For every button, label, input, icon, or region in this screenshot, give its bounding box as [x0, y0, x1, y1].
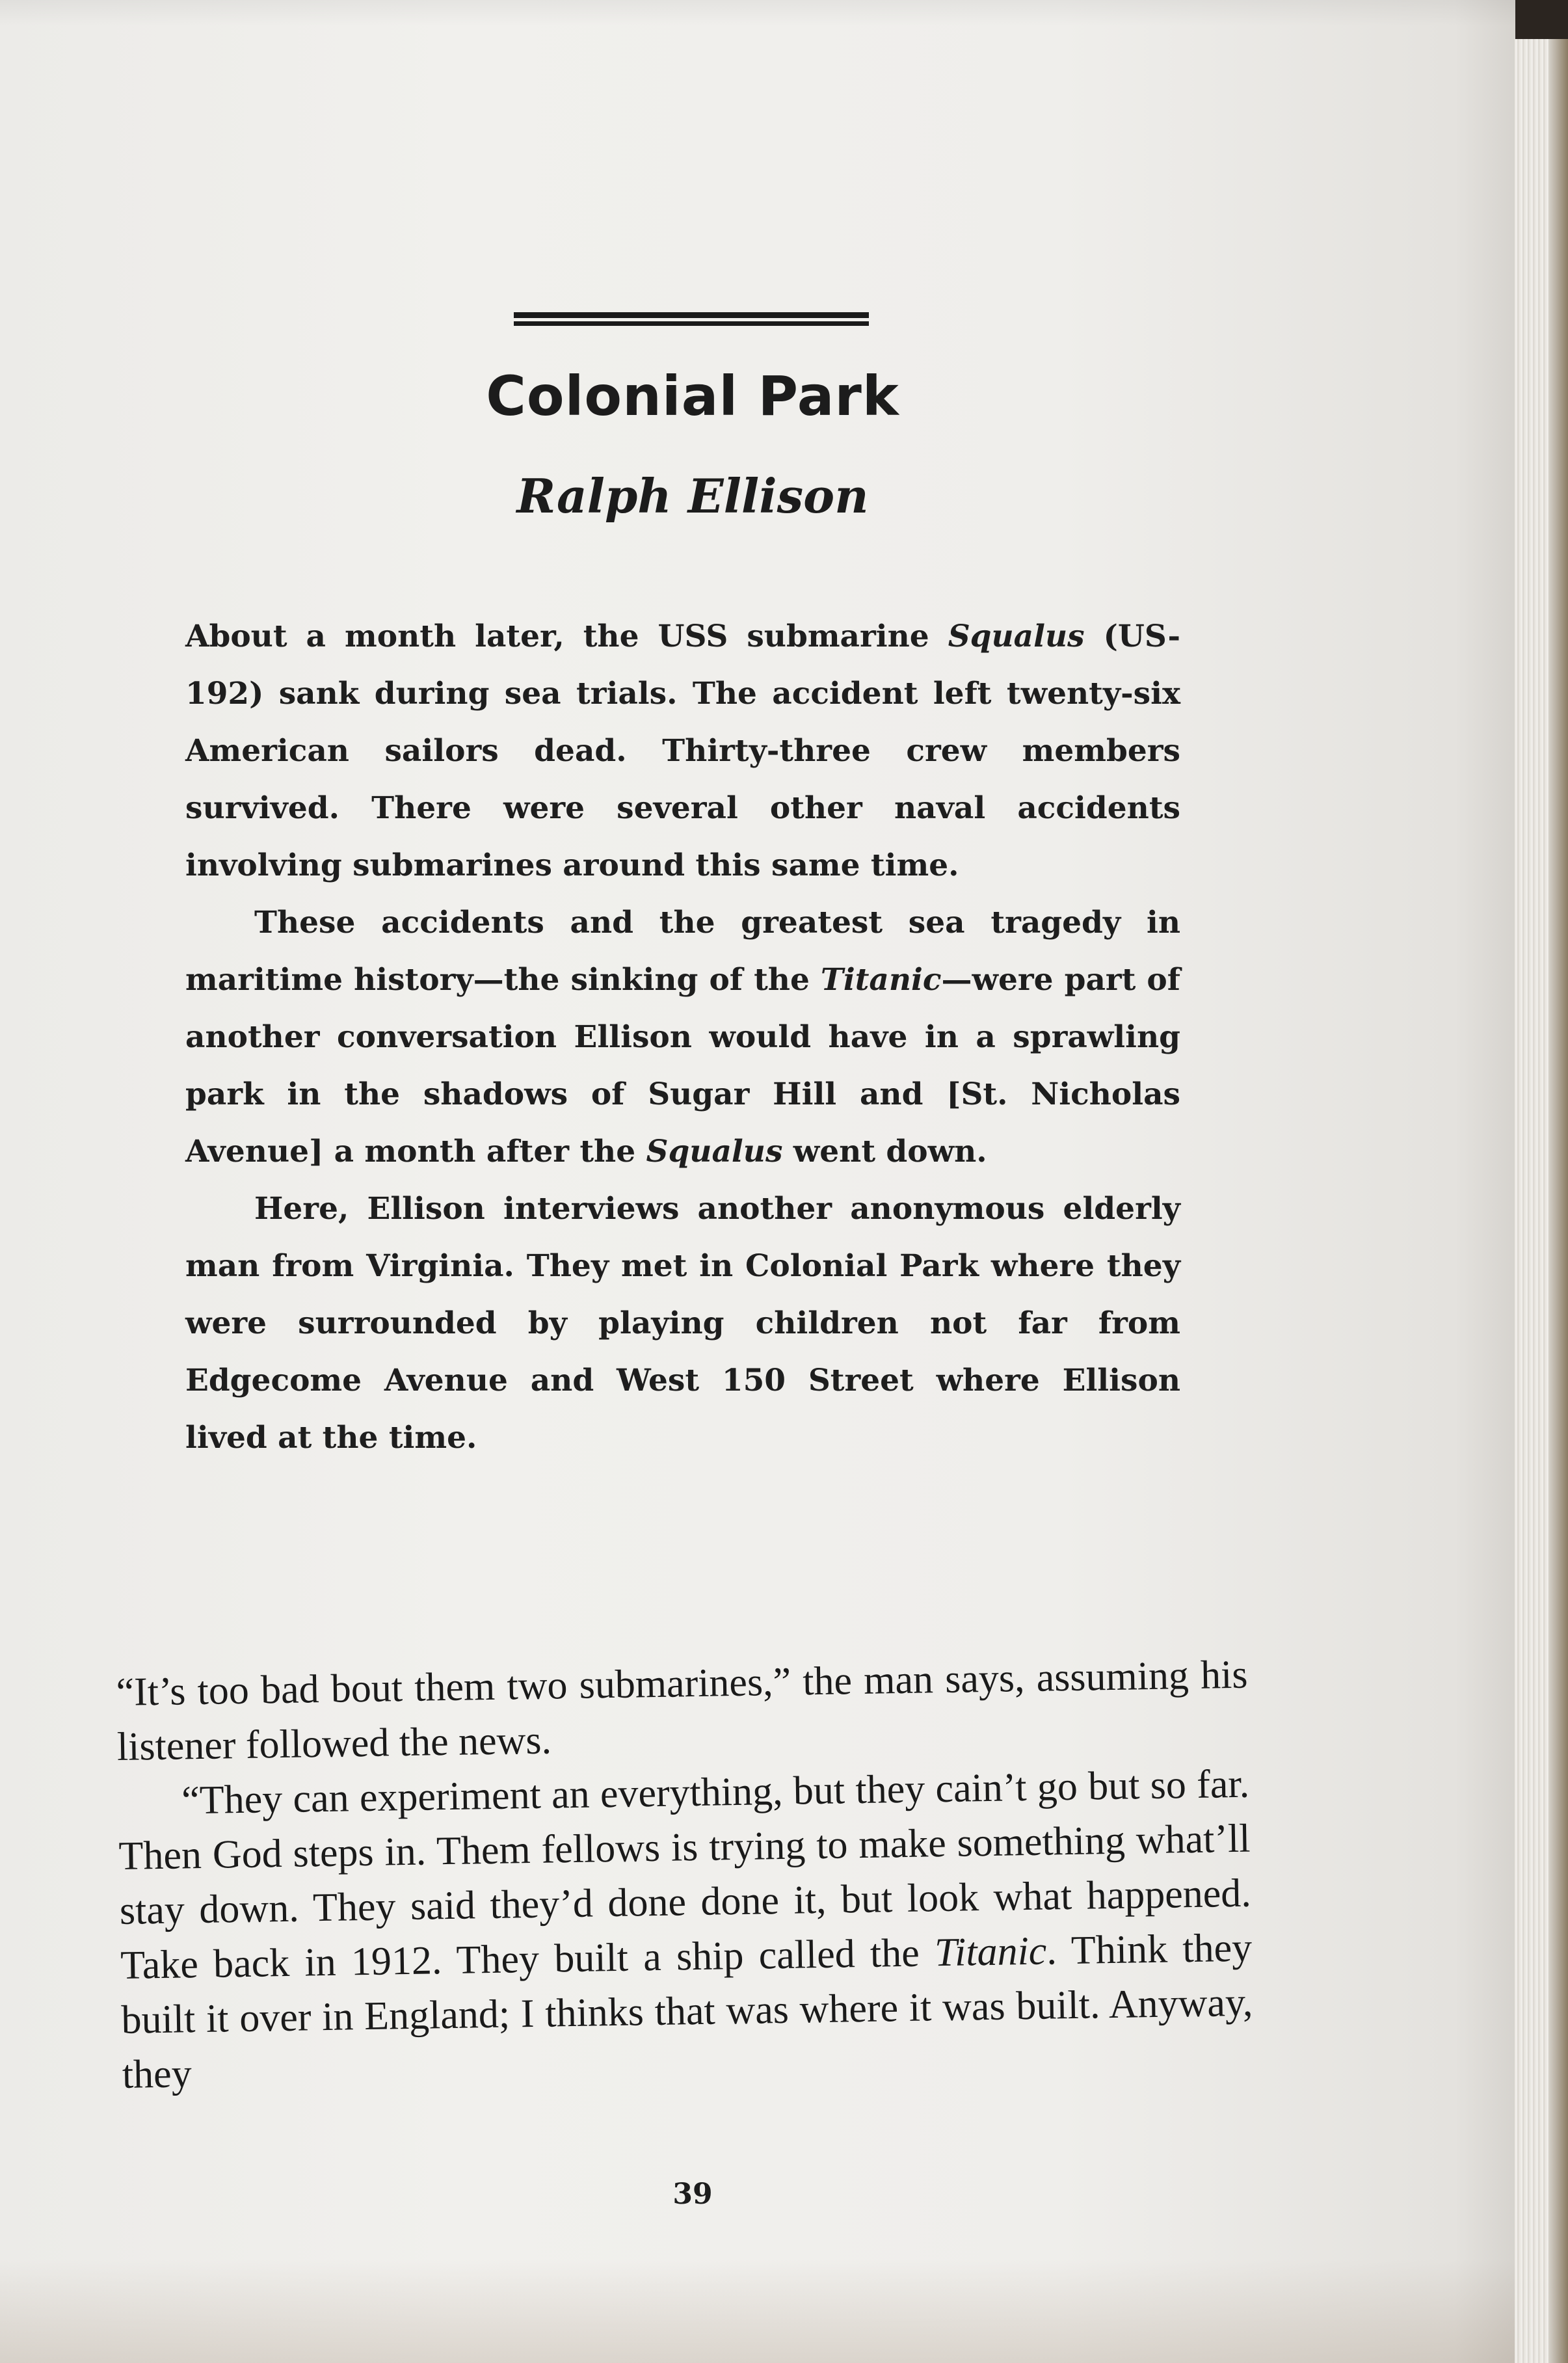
- title-double-rule: [514, 312, 869, 328]
- intro-p2-italic: Titanic: [820, 962, 942, 998]
- page-bottom-shadow: [0, 2259, 1515, 2363]
- body-p2-text-b: . Think they built it over in England; I thinks that was where it was built. Anyway, they: [121, 1925, 1253, 2097]
- intro-paragraph-2: [185, 894, 1180, 1181]
- page-number: 39: [672, 2178, 713, 2211]
- intro-p1-italic: Squalus: [948, 619, 1085, 654]
- intro-p2-text-a: These accidents and the greatest sea tragedy in maritime history—the sinking of the: [185, 905, 1180, 998]
- intro-p2-text-b: —were part of another conversation Ellison would have in a sprawling park in the shadows of Sugar Hill and [St. Nicholas Avenue] a month after the: [185, 962, 1180, 1169]
- rule-line-bottom: [514, 321, 869, 326]
- body-paragraph-1: “It’s too bad bout them two submarines,” the man says, assuming his listener followed the news.: [116, 1652, 1248, 1769]
- rule-line-top: [514, 312, 869, 318]
- chapter-title: Colonial Park: [486, 364, 899, 428]
- intro-paragraph-1: [185, 608, 1180, 894]
- body-passage: [116, 1648, 1254, 2102]
- body-paragraph-2: [118, 1757, 1255, 2102]
- book-page-edges: [1515, 39, 1568, 2363]
- intro-passage: [185, 608, 1180, 1467]
- intro-p2-text-c: went down.: [782, 1134, 987, 1169]
- intro-p1-text-b: (US-192) sank during sea trials. The accident left twenty-six American sailors dead. Thirty-three crew members survived. There were several other naval accidents involving submarines around this same time.: [185, 619, 1180, 883]
- intro-paragraph-3: Here, Ellison interviews another anonymous elderly man from Virginia. They met in Colonial Park where they were surrounded by playing children not far from Edgecome Avenue and West 150 Street where Ellison lived at the time.: [185, 1191, 1180, 1456]
- body-p2-text-a: “They can experiment an everything, but they cain’t go but so far. Then God steps in. Them fellows is trying to make something what’ll stay down. They said they’d done done it, but look what happened. Take back in 1912. They built a ship called the: [118, 1761, 1252, 1988]
- chapter-author: Ralph Ellison: [516, 468, 869, 524]
- intro-p2-italic-2: Squalus: [646, 1134, 783, 1169]
- intro-p1-text-a: About a month later, the USS submarine: [185, 619, 948, 654]
- body-p2-italic: Titanic: [934, 1929, 1047, 1975]
- page-top-shadow: [0, 0, 1515, 26]
